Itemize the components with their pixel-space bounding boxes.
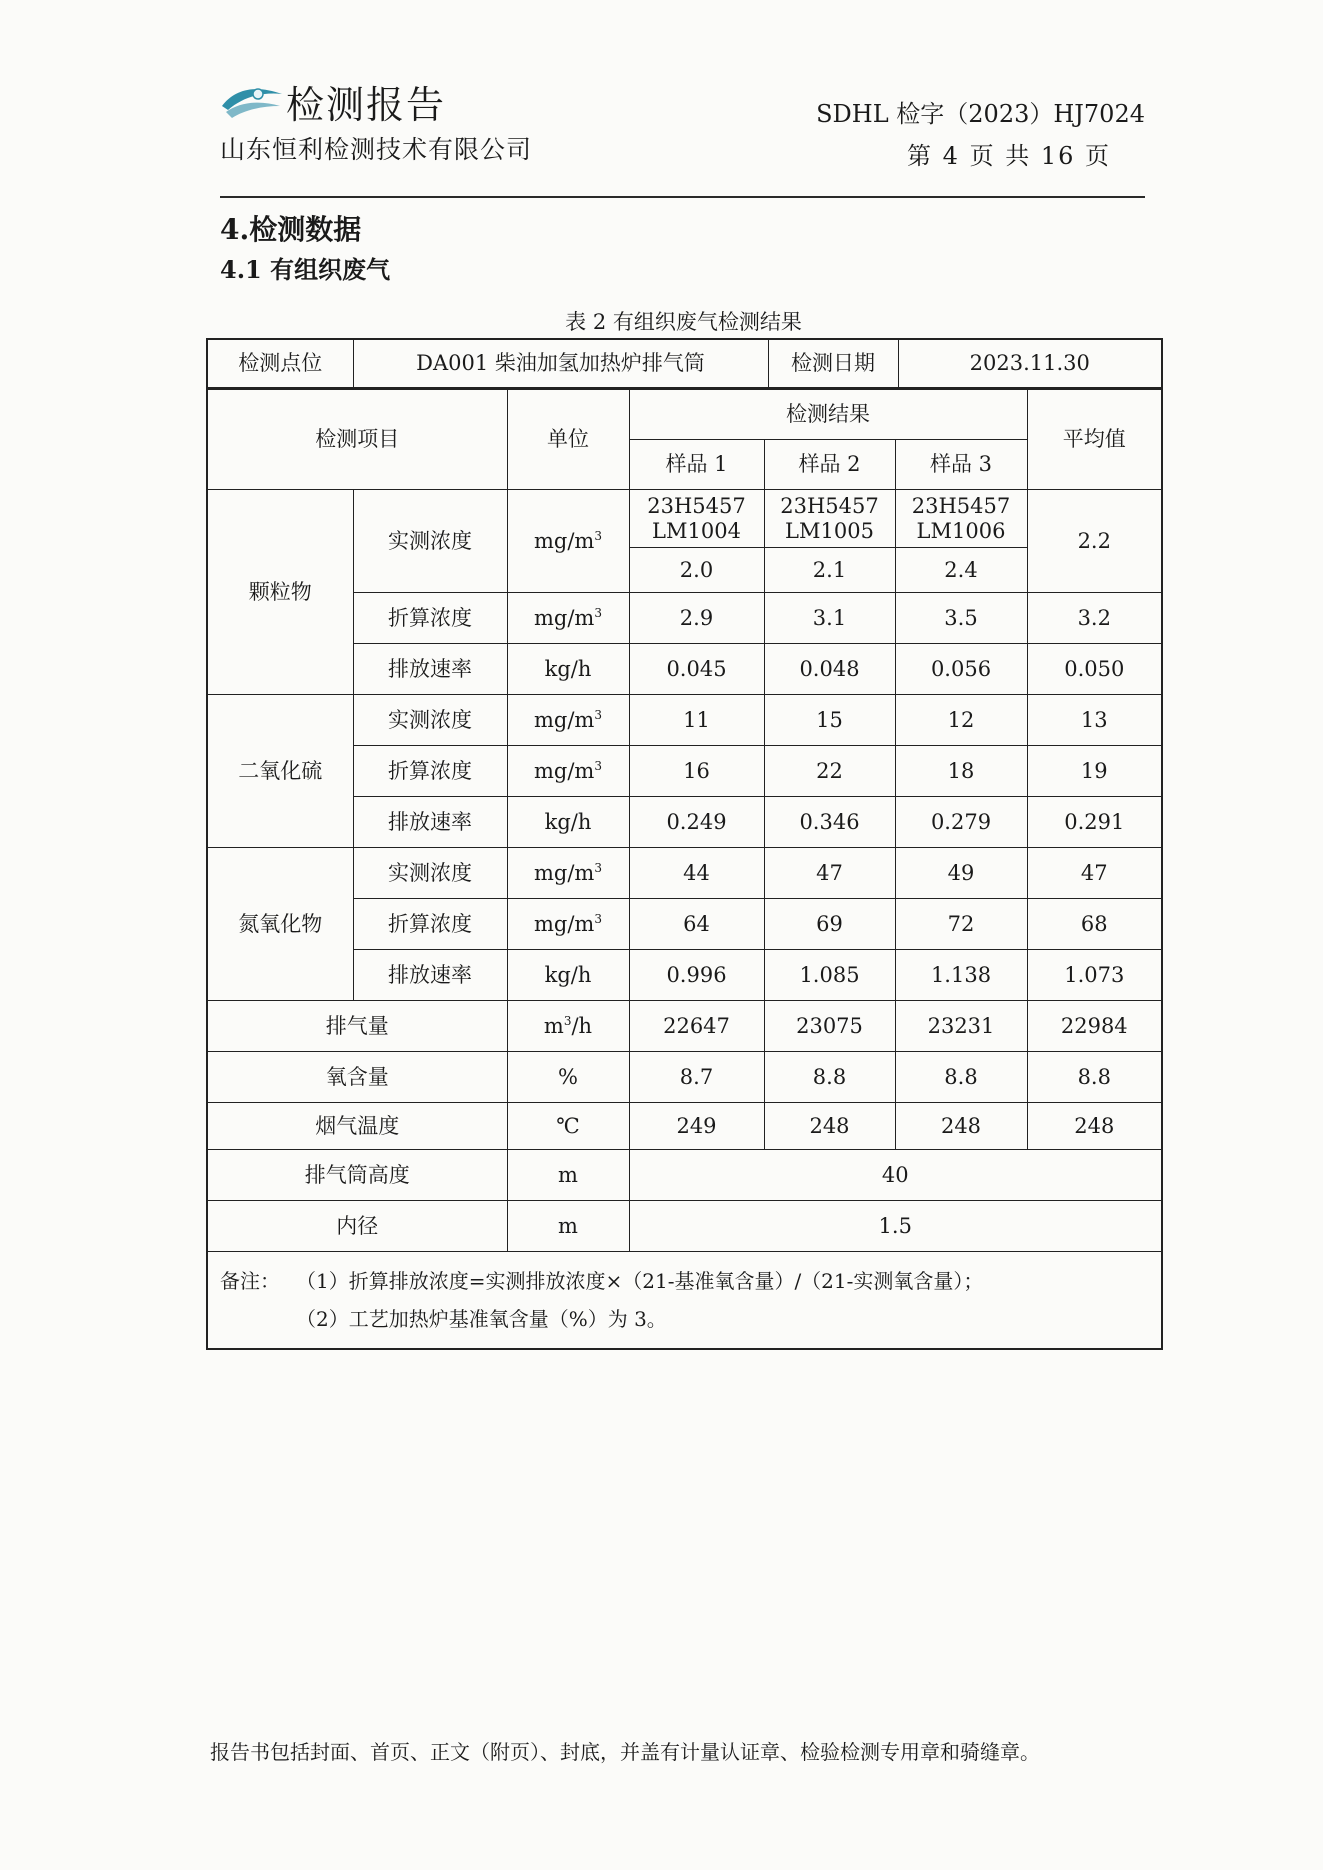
value-cell: 44 bbox=[629, 848, 764, 899]
sample-code: 23H5457 LM1005 bbox=[764, 490, 895, 548]
avg-cell: 19 bbox=[1027, 746, 1162, 797]
header-divider bbox=[220, 196, 1145, 198]
value-cell: 0.048 bbox=[764, 644, 895, 695]
value-cell: 11 bbox=[629, 695, 764, 746]
notes-label: 备注： bbox=[220, 1269, 280, 1293]
avg-cell: 68 bbox=[1027, 899, 1162, 950]
unit-cell: ℃ bbox=[507, 1103, 629, 1150]
header-result: 检测结果 bbox=[629, 390, 1027, 440]
value-cell: 23231 bbox=[895, 1001, 1027, 1052]
row-label: 烟气温度 bbox=[207, 1103, 507, 1150]
unit-cell: $mg/m^3$ bbox=[507, 695, 629, 746]
value-cell: 248 bbox=[895, 1103, 1027, 1150]
date-label: 检测日期 bbox=[768, 339, 898, 388]
value-cell: 0.045 bbox=[629, 644, 764, 695]
value-cell: 1.085 bbox=[764, 950, 895, 1001]
header-unit: 单位 bbox=[507, 390, 629, 490]
row-label: 实测浓度 bbox=[353, 695, 507, 746]
unit-cell: m bbox=[507, 1201, 629, 1252]
value-cell: 47 bbox=[764, 848, 895, 899]
value-cell: 0.279 bbox=[895, 797, 1027, 848]
row-label: 排气筒高度 bbox=[207, 1150, 507, 1201]
row-label: 实测浓度 bbox=[353, 848, 507, 899]
row-label: 折算浓度 bbox=[353, 899, 507, 950]
unit-cell: m bbox=[507, 1150, 629, 1201]
merged-value-cell: 1.5 bbox=[629, 1201, 1162, 1252]
row-label: 氧含量 bbox=[207, 1052, 507, 1103]
value-cell: 64 bbox=[629, 899, 764, 950]
point-label: 检测点位 bbox=[207, 339, 353, 388]
date-value: 2023.11.30 bbox=[898, 339, 1162, 388]
unit-cell: $mg/m^3$ bbox=[507, 848, 629, 899]
results-table bbox=[206, 389, 1163, 1350]
note-1: （1）折算排放浓度=实测排放浓度×（21-基准氧含量）/（21-实测氧含量）； bbox=[296, 1269, 984, 1293]
value-cell: 8.8 bbox=[764, 1052, 895, 1103]
value-cell: 69 bbox=[764, 899, 895, 950]
avg-cell: 13 bbox=[1027, 695, 1162, 746]
section-heading: 4.检测数据 bbox=[220, 213, 362, 246]
page-info: 第 4 页 共 16 页 bbox=[907, 142, 1111, 170]
value-cell: 18 bbox=[895, 746, 1027, 797]
value-cell: 0.996 bbox=[629, 950, 764, 1001]
value-cell: 8.8 bbox=[895, 1052, 1027, 1103]
value-cell: 0.346 bbox=[764, 797, 895, 848]
row-label: 折算浓度 bbox=[353, 746, 507, 797]
company-name: 山东恒利检测技术有限公司 bbox=[220, 135, 533, 164]
header-sample-1: 样品 1 bbox=[629, 440, 764, 490]
value-cell: 12 bbox=[895, 695, 1027, 746]
value-cell: 2.4 bbox=[895, 548, 1027, 593]
unit-cell: $mg/m^3$ bbox=[507, 593, 629, 644]
avg-cell: 22984 bbox=[1027, 1001, 1162, 1052]
sampling-info-table bbox=[206, 338, 1163, 389]
group-name: 二氧化硫 bbox=[207, 695, 353, 848]
value-cell: 0.056 bbox=[895, 644, 1027, 695]
value-cell: 49 bbox=[895, 848, 1027, 899]
unit-cell: $mg/m^3$ bbox=[507, 899, 629, 950]
row-label: 实测浓度 bbox=[353, 490, 507, 593]
merged-value-cell: 40 bbox=[629, 1150, 1162, 1201]
table-caption: 表 2 有组织废气检测结果 bbox=[565, 310, 802, 334]
unit-cell: $mg/m^3$ bbox=[507, 490, 629, 593]
value-cell: 16 bbox=[629, 746, 764, 797]
unit-cell: kg/h bbox=[507, 797, 629, 848]
avg-cell: 3.2 bbox=[1027, 593, 1162, 644]
avg-cell: 0.291 bbox=[1027, 797, 1162, 848]
avg-cell: 47 bbox=[1027, 848, 1162, 899]
value-cell: 248 bbox=[764, 1103, 895, 1150]
avg-cell: 2.2 bbox=[1027, 490, 1162, 593]
value-cell: 72 bbox=[895, 899, 1027, 950]
value-cell: 15 bbox=[764, 695, 895, 746]
unit-cell: kg/h bbox=[507, 644, 629, 695]
header-item: 检测项目 bbox=[207, 390, 507, 490]
notes-cell bbox=[207, 1252, 1162, 1350]
row-label: 折算浓度 bbox=[353, 593, 507, 644]
report-header bbox=[220, 78, 1145, 198]
value-cell: 249 bbox=[629, 1103, 764, 1150]
header-sample-3: 样品 3 bbox=[895, 440, 1027, 490]
group-name: 氮氧化物 bbox=[207, 848, 353, 1001]
page-footer: 报告书包括封面、首页、正文（附页）、封底，并盖有计量认证章、检验检测专用章和骑缝章。 bbox=[210, 1740, 1040, 1764]
value-cell: 2.1 bbox=[764, 548, 895, 593]
value-cell: 22 bbox=[764, 746, 895, 797]
point-value: DA001 柴油加氢加热炉排气筒 bbox=[353, 339, 768, 388]
row-label: 排气量 bbox=[207, 1001, 507, 1052]
value-cell: 3.1 bbox=[764, 593, 895, 644]
header-avg: 平均值 bbox=[1027, 390, 1162, 490]
report-title: 检测报告 bbox=[286, 83, 447, 127]
unit-cell: $mg/m^3$ bbox=[507, 746, 629, 797]
value-cell: 1.138 bbox=[895, 950, 1027, 1001]
row-label: 排放速率 bbox=[353, 797, 507, 848]
value-cell: 22647 bbox=[629, 1001, 764, 1052]
header-sample-2: 样品 2 bbox=[764, 440, 895, 490]
group-name: 颗粒物 bbox=[207, 490, 353, 695]
company-logo-icon bbox=[220, 78, 284, 122]
unit-cell: kg/h bbox=[507, 950, 629, 1001]
avg-cell: 248 bbox=[1027, 1103, 1162, 1150]
value-cell: 23075 bbox=[764, 1001, 895, 1052]
value-cell: 8.7 bbox=[629, 1052, 764, 1103]
avg-cell: 0.050 bbox=[1027, 644, 1162, 695]
note-2: （2）工艺加热炉基准氧含量（%）为 3。 bbox=[296, 1307, 667, 1331]
value-cell: 2.9 bbox=[629, 593, 764, 644]
row-label: 排放速率 bbox=[353, 950, 507, 1001]
unit-cell: $m^3/h$ bbox=[507, 1001, 629, 1052]
sample-code: 23H5457 LM1006 bbox=[895, 490, 1027, 548]
row-label: 排放速率 bbox=[353, 644, 507, 695]
row-label: 内径 bbox=[207, 1201, 507, 1252]
sample-code: 23H5457 LM1004 bbox=[629, 490, 764, 548]
value-cell: 3.5 bbox=[895, 593, 1027, 644]
avg-cell: 1.073 bbox=[1027, 950, 1162, 1001]
report-number: SDHL 检字（2023）HJ7024 bbox=[816, 100, 1145, 128]
value-cell: 2.0 bbox=[629, 548, 764, 593]
subsection-heading: 4.1 有组织废气 bbox=[220, 255, 391, 284]
value-cell: 0.249 bbox=[629, 797, 764, 848]
unit-cell: % bbox=[507, 1052, 629, 1103]
avg-cell: 8.8 bbox=[1027, 1052, 1162, 1103]
